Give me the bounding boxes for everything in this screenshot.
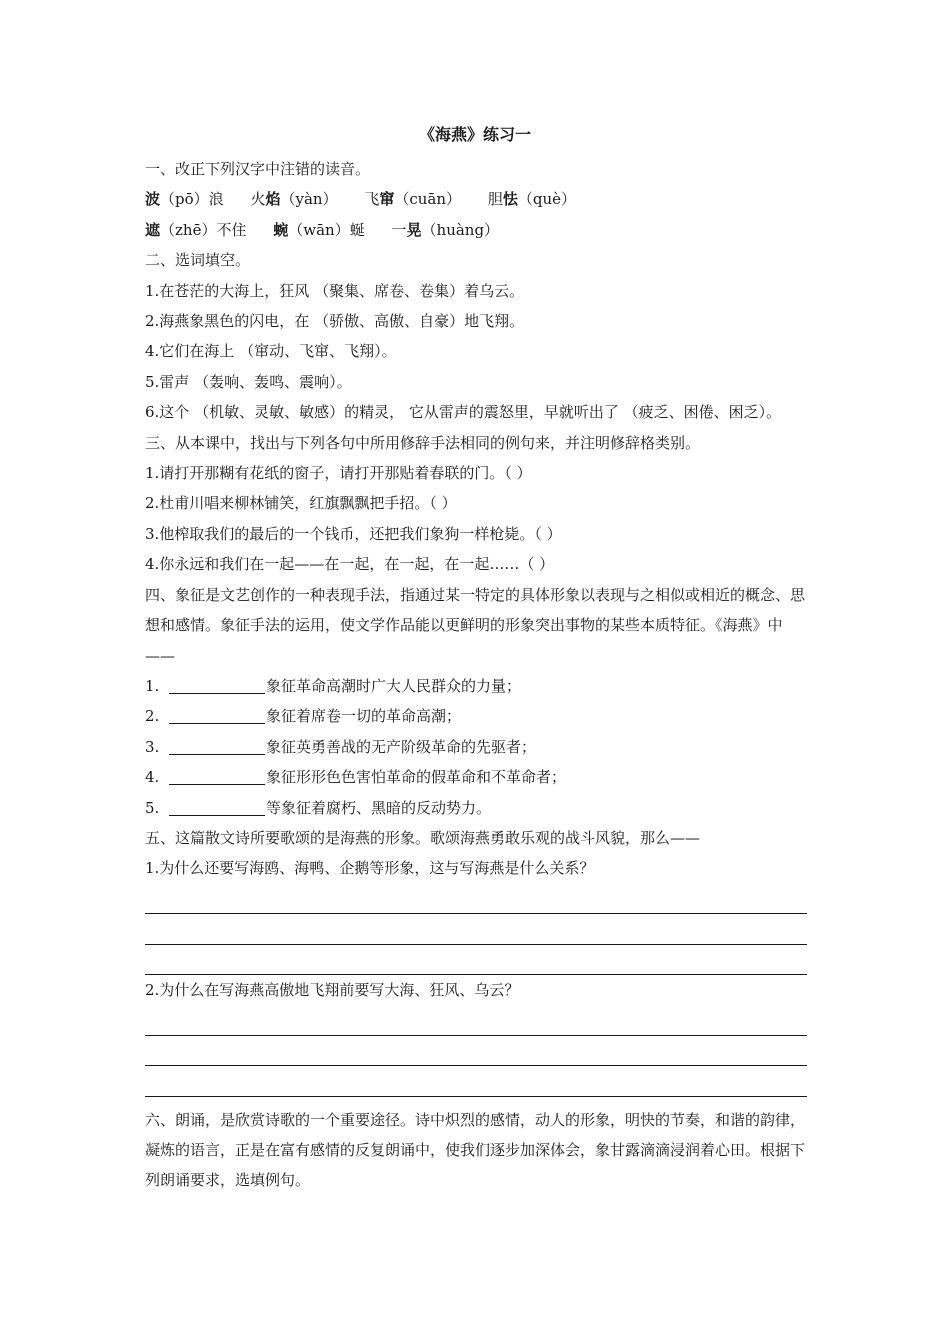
section-6-paragraph: 六、朗诵，是欣赏诗歌的一个重要途径。诗中炽烈的感情，动人的形象，明快的节奏，和谐的韵律，凝炼的语言，正是在富有感情的反复朗诵中，使我们逐步加深体会，象甘露滴滴浸润着心田。根据下列朗诵要求，选填例句。	[145, 1110, 806, 1190]
pinyin-reading: （huàng）	[421, 220, 500, 239]
target-char: 遮	[145, 220, 161, 239]
section-4-intro: 四、象征是文艺创作的一种表现手法，指通过某一特定的具体形象以表现与之相似或相近的概念、思想和感情。象征手法的运用，使文学作品能以更鲜明的形象突出事物的某些本质特征。《海燕》中——	[145, 585, 806, 665]
answer-line[interactable]	[145, 1005, 807, 1035]
rhetoric-item: 2.杜甫川唱来柳林铺笑，红旗飘飘把手招。（ ）	[145, 494, 457, 513]
target-char: 波	[145, 190, 161, 209]
symbol-item	[145, 732, 807, 762]
symbol-text: 等象征着腐朽、黑暗的反动势力。	[266, 798, 492, 817]
section-1-heading: 一、改正下列汉字中注错的读音。	[145, 160, 371, 178]
target-char: 怯	[502, 190, 518, 209]
target-char: 焰	[265, 190, 281, 209]
pinyin-row-2	[145, 215, 807, 245]
target-char: 蜿	[273, 220, 289, 239]
symbol-item	[145, 701, 807, 731]
answer-blank[interactable]	[169, 768, 265, 785]
fill-word-item: 4.它们在海上 （窜动、飞窜、飞翔）。	[145, 342, 397, 361]
section-5-heading: 五、这篇散文诗所要歌颂的是海燕的形象。歌颂海燕勇敢乐观的战斗风貌，那么——	[145, 828, 701, 847]
answer-line[interactable]	[145, 1036, 807, 1066]
answer-line[interactable]	[145, 1066, 807, 1096]
char-prefix: 飞	[364, 190, 380, 209]
item-number: 3.	[145, 737, 160, 756]
fill-word-item: 6.这个 （机敏、灵敏、敏感）的精灵， 它从雷声的震怒里，早就听出了 （疲乏、困倦、困乏）。	[145, 403, 782, 422]
fill-word-item: 2.海燕象黑色的闪电，在 （骄傲、高傲、自豪）地飞翔。	[145, 312, 525, 331]
symbol-text: 象征形形色色害怕革命的假革命和不革命者；	[266, 768, 567, 787]
pinyin-reading: （pō）浪	[160, 190, 224, 209]
pinyin-reading: （yàn）	[280, 190, 338, 209]
symbol-text: 象征着席卷一切的革命高潮；	[266, 707, 462, 726]
section-3-heading: 三、从本课中，找出与下列各句中所用修辞手法相同的例句来，并注明修辞格类别。	[145, 433, 701, 452]
fill-word-item: 1.在苍茫的大海上，狂风 （聚集、席卷、卷集）着乌云。	[145, 281, 525, 300]
rhetoric-item: 1.请打开那糊有花纸的窗子，请打开那贴着春联的门。（ ）	[145, 464, 532, 483]
fill-word-item: 5.雷声 （轰响、轰鸣、震响）。	[145, 372, 352, 391]
answer-line[interactable]	[145, 945, 807, 975]
answer-line[interactable]	[145, 914, 807, 944]
target-char: 晃	[406, 220, 422, 239]
section-2-heading: 二、选词填空。	[145, 251, 251, 270]
rhetoric-item: 4.你永远和我们在一起——在一起，在一起，在一起……（ ）	[145, 555, 555, 574]
worksheet-content	[145, 154, 807, 1196]
answer-blank[interactable]	[169, 799, 265, 816]
symbol-item	[145, 762, 807, 792]
symbol-item	[145, 793, 807, 823]
char-prefix: 一	[391, 220, 407, 239]
item-number: 2.	[145, 707, 160, 726]
pinyin-reading: （cuān）	[394, 190, 462, 209]
answer-blank[interactable]	[169, 707, 265, 724]
pinyin-reading: （zhē）不住	[160, 220, 247, 239]
target-char: 窜	[379, 190, 395, 209]
answer-blank[interactable]	[169, 738, 265, 755]
symbol-text: 象征英勇善战的无产阶级革命的先驱者；	[266, 737, 537, 756]
answer-blank[interactable]	[169, 677, 265, 694]
page-title: 《海燕》练习一	[418, 125, 531, 144]
item-number: 5.	[145, 798, 160, 817]
char-prefix: 火	[250, 190, 266, 209]
pinyin-reading: （wān）蜒	[288, 220, 365, 239]
answer-line[interactable]	[145, 884, 807, 914]
question-1: 1.为什么还要写海鸥、海鸭、企鹅等形象，这与写海燕是什么关系？	[145, 859, 595, 878]
item-number: 1.	[145, 676, 160, 695]
pinyin-row-1	[145, 184, 807, 214]
char-prefix: 胆	[487, 190, 503, 209]
question-2: 2.为什么在写海燕高傲地飞翔前要写大海、狂风、乌云？	[145, 980, 520, 999]
symbol-text: 象征革命高潮时广大人民群众的力量；	[266, 676, 522, 695]
symbol-item	[145, 671, 807, 701]
rhetoric-item: 3.他榨取我们的最后的一个钱币，还把我们象狗一样枪毙。（ ）	[145, 524, 562, 543]
pinyin-reading: （què）	[517, 190, 576, 209]
item-number: 4.	[145, 768, 160, 787]
